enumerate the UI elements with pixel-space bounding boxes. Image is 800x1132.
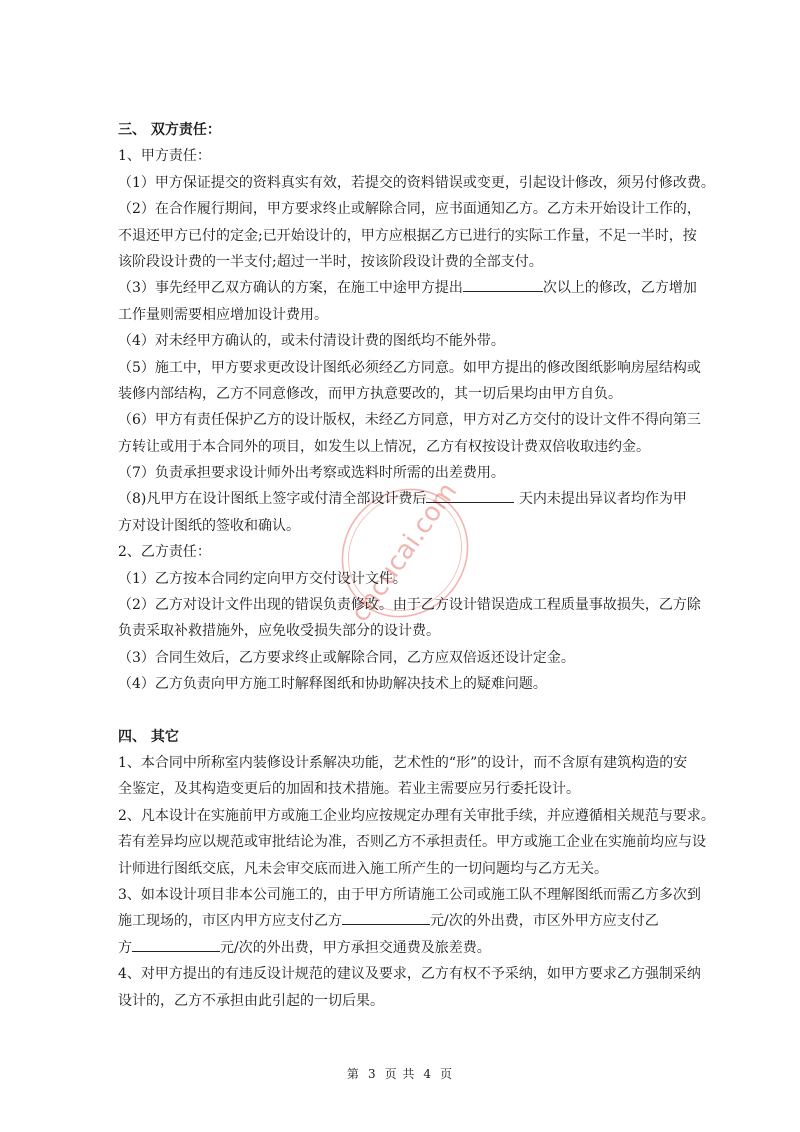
other-item-1-line-1: 1、本合同中所称室内装修设计系解决功能，艺术性的“形”的设计，而不含原有建筑构造的安	[118, 754, 688, 771]
other-item-1-line-2: 全鉴定，及其构造变更后的加固和技术措施。若业主需要应另行委托设计。	[118, 781, 580, 798]
party-a-item-2-line-1: （2）在合作履行期间，甲方要求终止或解除合同，应书面通知乙方。乙方未开始设计工作的，	[118, 201, 701, 218]
party-a-item-8-text-pre: （8)凡甲方在设计图纸上签字或付清全部设计费后	[118, 491, 427, 508]
party-a-item-8-text-post: 天内未提出异议者均作为甲	[514, 491, 687, 508]
urban-fee-blank[interactable]	[342, 908, 430, 925]
party-b-item-4: （4）乙方负责向甲方施工时解释图纸和协助解决技术上的疑难问题。	[118, 676, 547, 693]
other-item-3-text-mid: 元/次的外出费，市区外甲方应支付乙	[430, 913, 659, 930]
other-item-3-text-post: 元/次的外出费，甲方承担交通费及旅差费。	[220, 939, 491, 956]
contract-body	[118, 117, 715, 1014]
other-item-4-line-2: 设计的，乙方不承担由此引起的一切后果。	[118, 992, 384, 1009]
other-item-3-line-2	[118, 908, 686, 934]
footer-label-mid: 页 共	[384, 1067, 416, 1081]
revision-count-blank[interactable]	[463, 275, 543, 292]
other-item-2-line-2: 若有差异均应以规范或审批结论为准，否则乙方不承担责任。甲方或施工企业在实施前均应与设	[118, 834, 706, 851]
party-a-item-3-text-post: 次以上的修改，乙方增加	[542, 280, 697, 297]
party-b-title: 2、乙方责任：	[118, 544, 211, 561]
other-item-2-line-3: 计师进行图纸交底，凡未会审交底而进入施工所产生的一切问题均与乙方无关。	[118, 860, 608, 877]
party-a-item-7: （7）负责承担要求设计师外出考察或选料时所需的出差费用。	[118, 465, 505, 482]
party-a-item-2-line-3: 该阶段设计费的一半支付;超过一半时，按该阶段设计费的全部支付。	[118, 253, 543, 270]
section-heading-responsibilities: 三、 双方责任：	[118, 122, 221, 138]
party-a-title: 1、甲方责任：	[118, 148, 211, 165]
party-b-item-2-line-1: （2）乙方对设计文件出现的错误负责修改。由于乙方设计错误造成工程质量事故损失，乙方除	[118, 597, 701, 614]
other-item-3-text-pre: 施工现场的，市区内甲方应支付乙方	[118, 913, 342, 930]
party-a-item-3-text-pre: （3）事先经甲乙双方确认的方案，在施工中途甲方提出	[118, 280, 463, 297]
section-spacer	[118, 698, 686, 724]
party-a-item-3-line-2: 工作量则需要相应增加设计费用。	[118, 306, 328, 323]
party-b-item-3: （3）合同生效后，乙方要求终止或解除合同，乙方应双倍返还设计定金。	[118, 649, 575, 666]
party-b-item-2-line-2: 负责采取补救措施外，应免收受损失部分的设计费。	[118, 623, 440, 640]
party-a-item-5-line-1: （5）施工中，甲方要求更改设计图纸必须经乙方同意。如甲方提出的修改图纸影响房屋结构或	[118, 359, 701, 376]
section-heading-other: 四、 其它	[118, 728, 179, 745]
footer-page-number: 3	[367, 1067, 377, 1081]
footer-total-pages: 4	[423, 1067, 433, 1081]
other-item-3-line-1: 3、如本设计项目非本公司施工的，由于甲方所请施工公司或施工队不理解图纸而需乙方多次到	[118, 886, 701, 903]
party-a-item-2-line-2: 不退还甲方已付的定金;已开始设计的，甲方应根据乙方已进行的实际工作量，不足一半时，按	[118, 227, 697, 244]
page-footer	[0, 1065, 800, 1082]
footer-label-post: 页	[440, 1067, 454, 1081]
party-a-item-5-line-2: 装修内部结构，乙方不同意修改，而甲方执意要改的，其一切后果均由甲方自负。	[118, 385, 622, 402]
other-item-2-line-1: 2、凡本设计在实施前甲方或施工企业均应按规定办理有关审批手续，并应遵循相关规范与要求。	[118, 807, 715, 824]
other-item-3-text-pre-2: 方	[118, 939, 132, 956]
suburban-fee-blank[interactable]	[132, 935, 220, 952]
party-a-item-6-line-2: 方转让或用于本合同外的项目，如发生以上情况，乙方有权按设计费双倍收取违约金。	[118, 438, 650, 455]
other-item-3-line-3	[118, 935, 686, 961]
party-a-item-3-line-1	[118, 275, 697, 301]
party-a-item-8-line-2: 方对设计图纸的签收和确认。	[118, 517, 300, 534]
party-a-item-8-line-1	[118, 486, 686, 512]
party-b-item-1: （1）乙方按本合同约定向甲方交付设计文件。	[118, 570, 407, 587]
footer-label-pre: 第	[346, 1067, 360, 1081]
party-a-item-6-line-1: （6）甲方有责任保护乙方的设计版权，未经乙方同意，甲方对乙方交付的设计文件不得向第三	[118, 412, 701, 429]
party-a-item-1: （1）甲方保证提交的资料真实有效，若提交的资料错误或变更，引起设计修改，须另付修改费。	[118, 174, 715, 191]
svg-text:cncucai.com: cncucai.com	[345, 478, 464, 628]
party-a-item-4: （4）对未经甲方确认的，或未付清设计费的图纸均不能外带。	[118, 333, 505, 350]
objection-days-blank[interactable]	[426, 486, 514, 503]
other-item-4-line-1: 4、对甲方提出的有违反设计规范的建议及要求，乙方有权不予采纳，如甲方要求乙方强制采纳	[118, 966, 701, 983]
